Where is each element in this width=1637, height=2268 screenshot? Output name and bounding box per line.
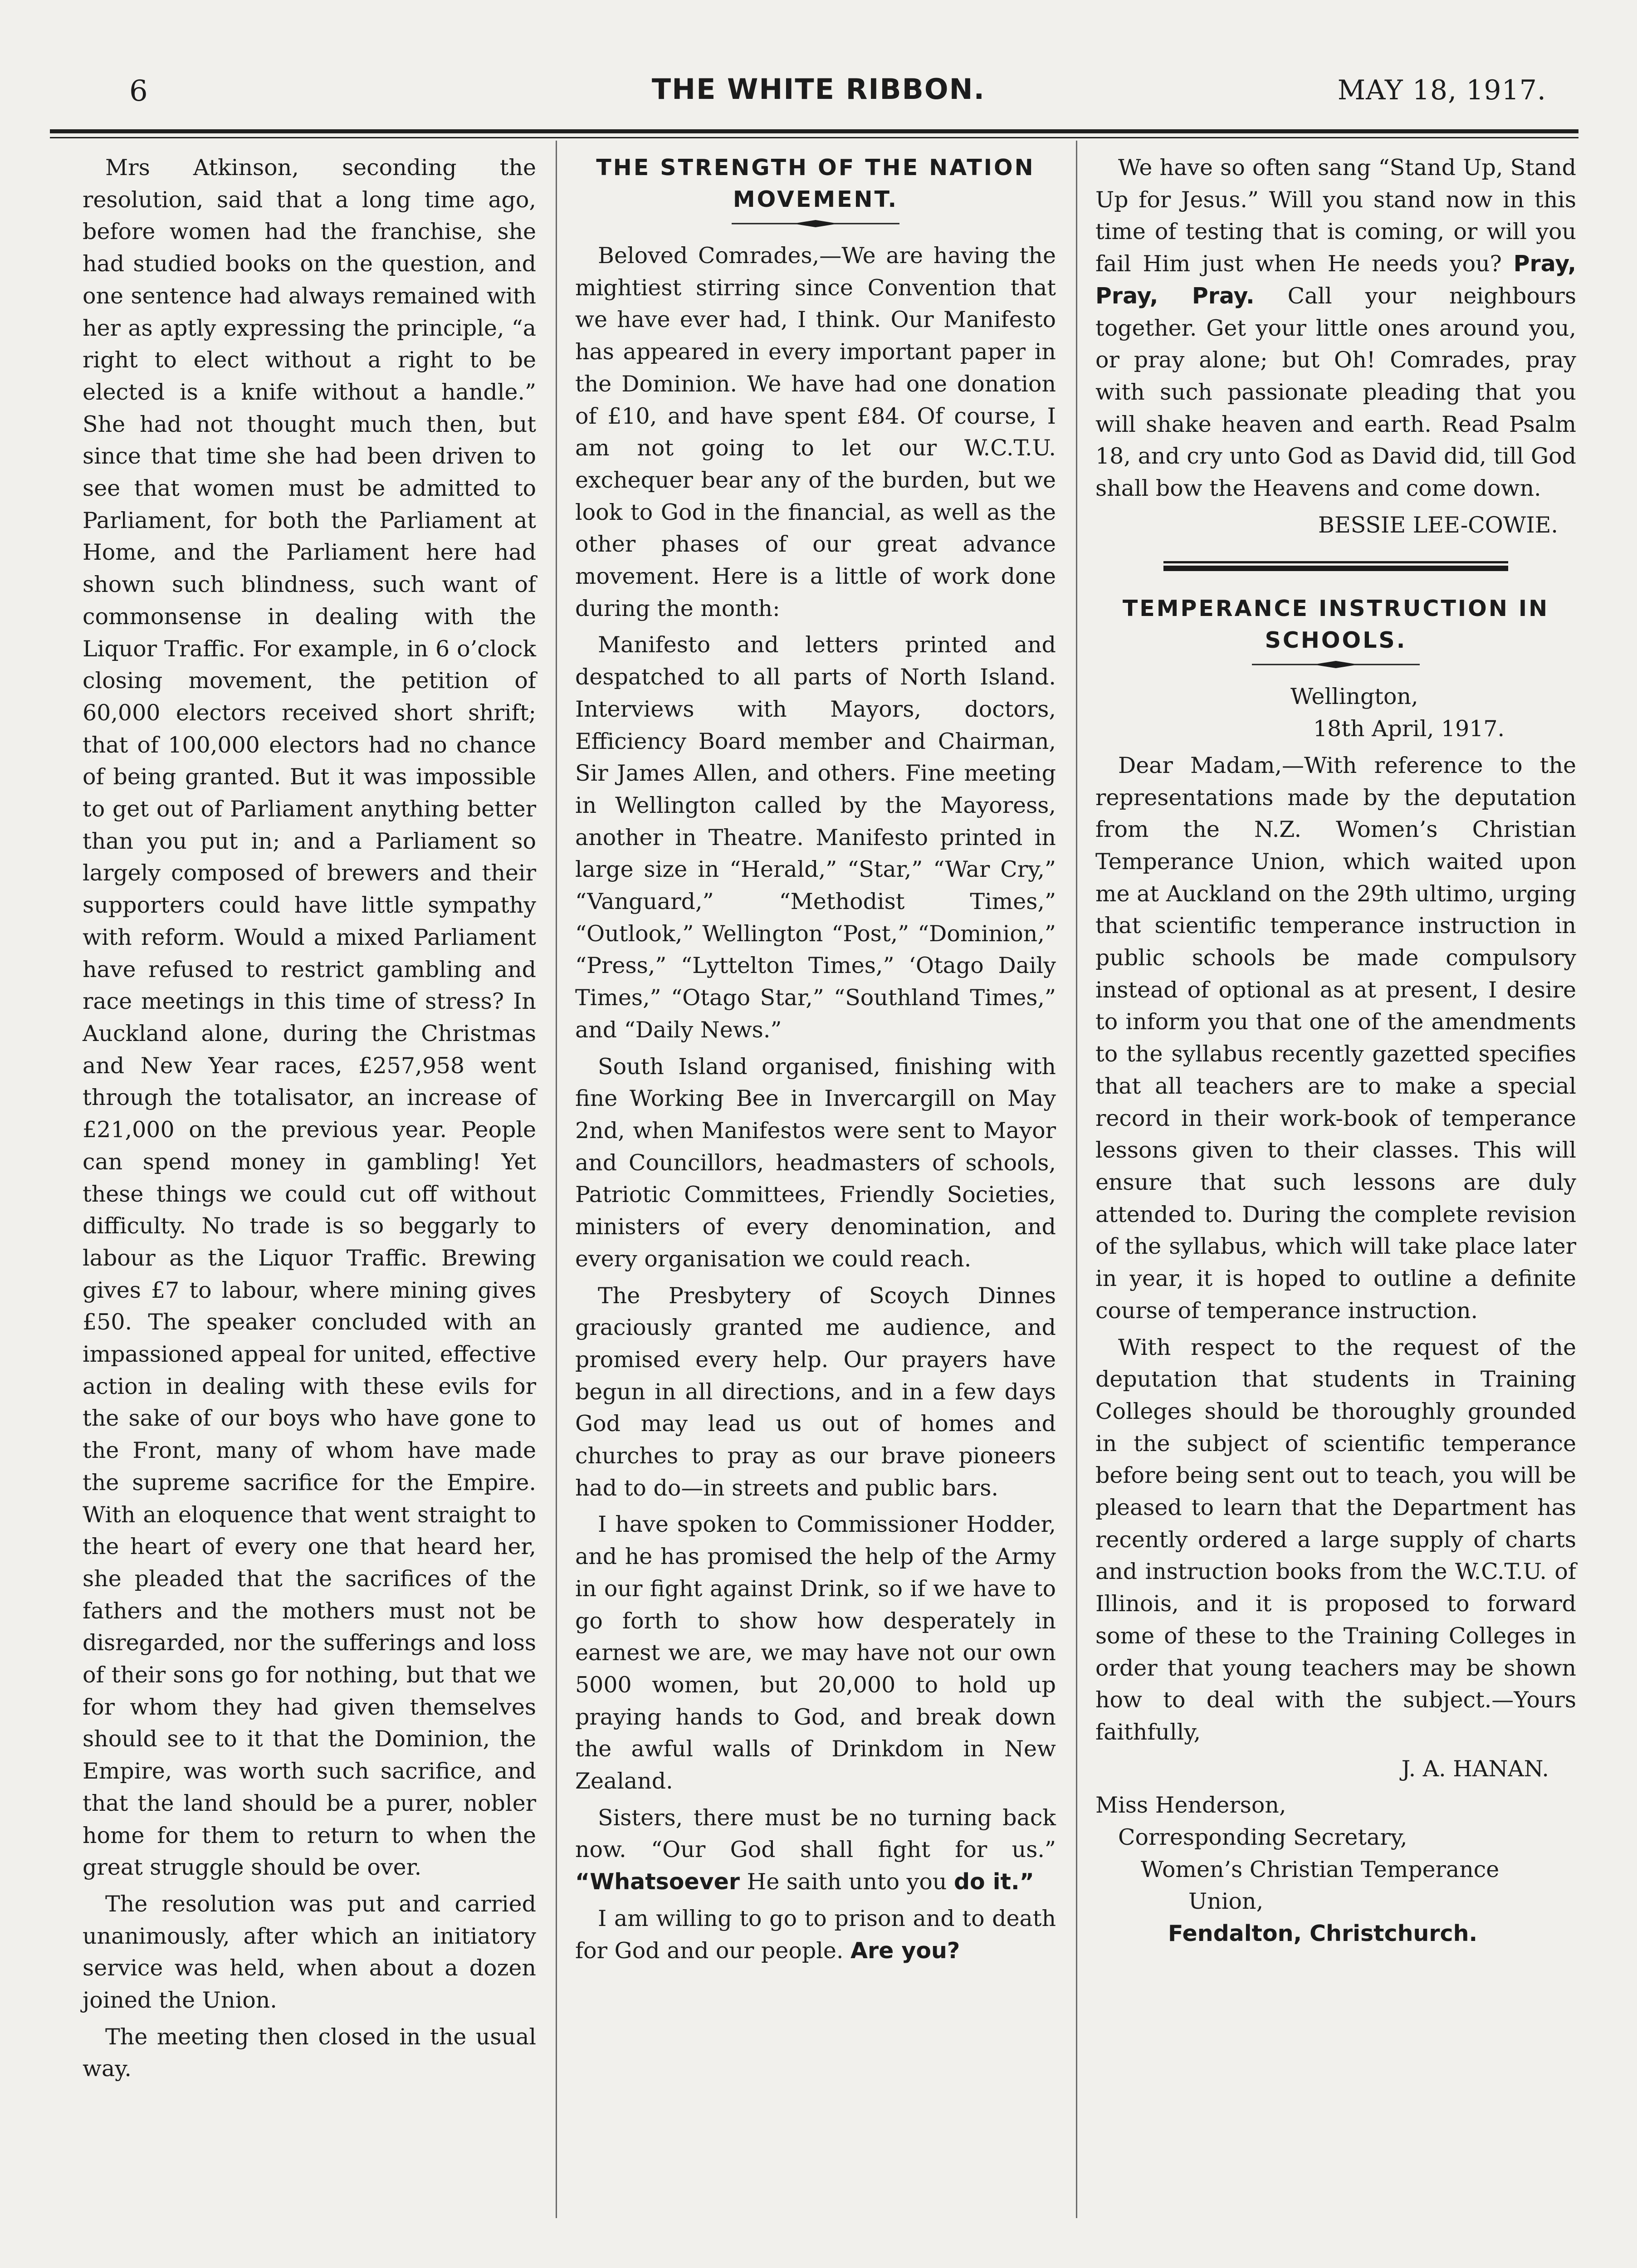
paragraph: Beloved Comrades,—We are having the mightiest stirring since Convention that we have ever had, I think. Our Manifesto has appeared in every important paper in the Dominion. We have had one donation of £10, and have spent £84. Of course, I am not going to let our W.C.T.U. exchequer bear any of the burden, but we look to God in the financial, as well as the other phases of our great advance movement. Here is a little of work done during the month: xyxy=(575,243,1056,621)
paragraph: Mrs Atkinson, seconding the resolution, said that a long time ago, before women had the franchise, she had studied books on the question, and one sentence had always remained with her as aptly expressing the principle, “a right to elect without a right to be elected is a knife without a handle.” She had not thought much then, but since that time she had been driven to see that women must be admitted to Parliament, for both the Parliament at Home, and the Parliament here had shown such blindness, such want of commonsense in dealing with the Liquor Traffic. For example, in 6 o’clock closing movement, the petition of 60,000 electors received short shrift; that of 100,000 electors had no chance of being granted. But it was impossible to get out of Parliament anything better than you put in; and a Parliament so largely composed of brewers and their supporters could have little sympathy with reform. Would a mixed Parliament have refused to restrict gambling and race meetings in this time of stress? In Auckland alone, during the Christmas and New Year races, £257,958 went through the totalisator, an increase of £21,000 on the previous year. People can spend money in gambling! Yet these things we could cut off without difficulty. No trade is so beggarly to labour as the Liquor Traffic. Brewing gives £7 to labour, where mining gives £50. The speaker concluded with an impassioned appeal for united, effective action in dealing with these evils for the sake of our boys who have gone to the Front, many of whom have made the supreme sacrifice for the Empire. With an eloquence that went straight to the heart of every one that heard her, she pleaded that the sacrifices of the fathers and the mothers must not be disregarded, nor the sufferings and loss of their sons go for nothing, but that we for whom they had given themselves should see to it that the Dominion, the Empire, was worth such sacrifice, and that the land should be a purer, nobler home for them to return to when the great struggle should be over. xyxy=(83,155,536,1881)
column-2 xyxy=(575,152,1056,1971)
paragraph xyxy=(575,1903,1056,1967)
paragraph: South Island organised, finishing with fine Working Bee in Invercargill on May 2nd, when Manifestos were sent to Mayor and Councillors, headmasters of schools, Patriotic Committees, Friendly Societies, ministers of every denomination, and every organisation we could reach. xyxy=(575,1053,1056,1272)
article-heading: TEMPERANCE INSTRUCTION IN SCHOOLS. xyxy=(1122,596,1549,654)
section-separator xyxy=(1163,559,1508,575)
paragraph: Manifesto and letters printed and despatched to all parts of North Island. Interviews with Mayors, doctors, Efficiency Board member and Chairman, Sir James Allen, and others. Fine meeting in Wellington called by the Mayoress, another in Theatre. Manifesto printed in large size in “Herald,” “Star,” “War Cry,” “Vanguard,” “Methodist Times,” “Outlook,” Wellington “Post,” “Dominion,” “Press,” “Lyttelton Times,” ‘Otago Daily Times,” “Otago Star,” “Southland Times,” and “Daily News.” xyxy=(575,632,1056,1043)
bold-text: Pray, Pray, Pray. xyxy=(1095,251,1576,309)
issue-date: MAY 18, 1917. xyxy=(1337,74,1546,106)
letter-date: 18th April, 1917. xyxy=(1313,716,1505,742)
paper-title: THE WHITE RIBBON. xyxy=(651,73,986,106)
paragraph: The Presbytery of Scoych Dinnes graciously granted me audience, and promised every help. Our prayers have begun in all directions, and in a few days God may lead us out of homes and churches to pray as our brave pioneers had to do—in streets and public bars. xyxy=(575,1282,1056,1501)
header-rule xyxy=(50,129,1578,138)
paragraph-text: He saith unto you xyxy=(740,1869,954,1895)
address-line: Miss Henderson, xyxy=(1095,1792,1286,1818)
paragraph xyxy=(1095,152,1576,505)
paragraph: I have spoken to Commissioner Hodder, and he has promised the help of the Army in our fight against Drink, so if we have to go forth to show how desperately in earnest we are, we may have not our own 5000 women, but 20,000 to hold up praying hands to God, and break down the awful walls of Drinkdom in New Zealand. xyxy=(575,1511,1056,1794)
paragraph-text: Sisters, there must be no turning back now. “Our God shall fight for us.” xyxy=(575,1804,1056,1863)
paragraph: Dear Madam,—With reference to the representations made by the deputation from the N.Z. Women’s Christian Temperance Union, which waited upon me at Auckland on the 29th ultimo, urging that scientific temperance instruction in public schools be made compulsory instead of optional as at present, I desire to inform you that one of the amendments to the syllabus recently gazetted specifies that all teachers are to make a special record in their work-book of temperance lessons given to their classes. This will ensure that such lessons are duly attended to. During the complete revision of the syllabus, which will take place later in year, it is hoped to outline a definite course of temperance instruction. xyxy=(1095,752,1576,1324)
paragraph: The meeting then closed in the usual way. xyxy=(83,2024,536,2082)
paragraph-text: I am willing to go to prison and to death for God and our people. xyxy=(575,1905,1056,1964)
column-divider xyxy=(556,141,557,2218)
column-divider xyxy=(1076,141,1077,2218)
sender-signature: J. A. HANAN. xyxy=(1401,1755,1549,1782)
bold-text: do it.” xyxy=(953,1869,1034,1895)
paragraph-text: Call your neighbours together. Get your little ones around you, or pray alone; but Oh! Comrades, pray with such passionate pleading that you will shake heaven and earth. Read Psalm 18, and cry unto God as David did, till God shall bow the Heavens and come down. xyxy=(1095,283,1577,502)
address-line: Fendalton, Christchurch. xyxy=(1168,1921,1478,1947)
column-1 xyxy=(83,152,536,2090)
ornament-rule xyxy=(732,218,899,229)
paragraph: The resolution was put and carried unanimously, after which an initiatory service was held, when about a dozen joined the Union. xyxy=(83,1891,536,2014)
page-header xyxy=(0,68,1637,118)
paragraph-text: We have so often sang “Stand Up, Stand Up for Jesus.” Will you stand now in this time of testing that is coming, or will you fail Him just when He needs you? xyxy=(1095,155,1576,277)
column-3 xyxy=(1095,152,1576,1950)
letter-place: Wellington, xyxy=(1290,684,1418,710)
page-number: 6 xyxy=(129,74,148,108)
paragraph xyxy=(575,1802,1056,1898)
address-line: Corresponding Secretary, xyxy=(1118,1824,1407,1851)
address-line: Women’s Christian Temperance xyxy=(1141,1856,1500,1882)
ornament-rule xyxy=(1252,659,1420,670)
article-heading: THE STRENGTH OF THE NATION MOVEMENT. xyxy=(596,155,1035,212)
bold-text: Are you? xyxy=(850,1937,960,1964)
signature: BESSIE LEE-COWIE. xyxy=(1318,512,1558,538)
address-line: Union, xyxy=(1188,1888,1264,1915)
paragraph: With respect to the request of the deputation that students in Training Colleges should be thoroughly grounded in the subject of scientific temperance before being sent out to teach, you will be pleased to learn that the Department has recently ordered a large supply of charts and instruction books from the W.C.T.U. of Illinois, and it is proposed to forward some of these to the Training Colleges in order that young teachers may be shown how to deal with the subject.—Yours faithfully, xyxy=(1095,1334,1576,1745)
bold-text: “Whatsoever xyxy=(575,1869,740,1895)
